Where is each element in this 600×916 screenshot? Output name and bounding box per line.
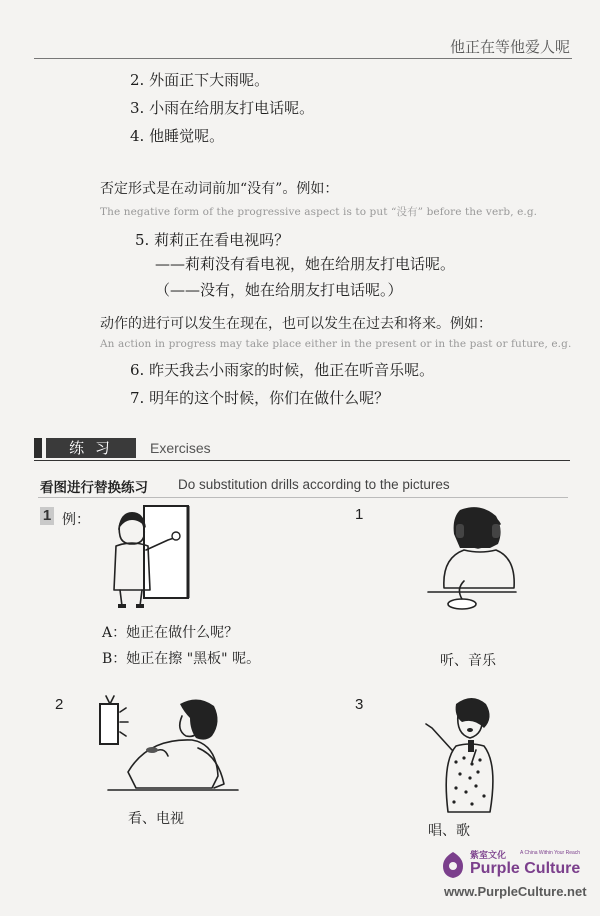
item-2-number: 2	[55, 696, 64, 713]
section-rule	[34, 460, 570, 461]
drill-title-en: Do substitution drills according to the pictures	[178, 477, 450, 492]
example-5-answer-1: ——莉莉没有看电视，她在给朋友打电话呢。	[155, 255, 456, 273]
woman-watching-tv-illustration	[98, 692, 248, 796]
woman-singing-illustration	[418, 692, 508, 816]
section-title-en: Exercises	[150, 440, 211, 456]
exercise-number-badge: 1	[40, 507, 54, 525]
item-1-number: 1	[355, 506, 364, 523]
dialogue-b: B：她正在擦 "黑板" 呢。	[102, 651, 261, 667]
drill-title-cn: 看图进行替换练习	[40, 480, 148, 496]
note-negative-cn: 否定形式是在动词前加“没有”。例如：	[100, 181, 339, 197]
example-label: 例：	[62, 512, 90, 528]
dialogue-a: A：她正在做什么呢？	[102, 625, 239, 641]
example-3: 3. 小雨在给朋友打电话呢。	[130, 99, 315, 117]
example-2: 2. 外面正下大雨呢。	[130, 71, 270, 89]
item-1-caption: 听、音乐	[440, 653, 496, 669]
drill-rule	[38, 497, 568, 498]
section-title-cn: 练 习	[46, 438, 136, 458]
item-2-caption: 看、电视	[128, 811, 184, 827]
example-6: 6. 昨天我去小雨家的时候，他正在听音乐呢。	[130, 361, 435, 379]
woman-at-blackboard-illustration	[100, 500, 210, 612]
section-marker	[34, 438, 42, 458]
running-header: 他正在等他爱人呢	[449, 38, 570, 56]
example-4: 4. 他睡觉呢。	[130, 127, 225, 145]
brand-cn: 紫室文化	[470, 851, 507, 861]
brand-en: Purple Culture	[470, 860, 581, 877]
purple-culture-logo-icon	[440, 850, 466, 880]
brand-tagline: A China Within Your Reach	[520, 850, 581, 856]
example-7: 7. 明年的这个时候，你们在做什么呢？	[130, 389, 390, 407]
item-3-caption: 唱、歌	[428, 823, 470, 839]
note-tense-en: An action in progress may take place either in the present or in the past or future, e.g.	[100, 338, 572, 350]
note-tense-cn: 动作的进行可以发生在现在，也可以发生在过去和将来。例如：	[100, 316, 492, 332]
woman-listening-music-illustration	[420, 500, 520, 616]
example-5-answer-2: （——没有，她在给朋友打电话呢。）	[155, 281, 403, 299]
note-negative-en: The negative form of the progressive aspect is to put “没有” before the verb, e.g.	[100, 206, 538, 218]
section-header-exercises	[34, 435, 570, 461]
purple-culture-watermark	[440, 848, 590, 908]
item-3-number: 3	[355, 696, 364, 713]
header-rule	[34, 58, 572, 59]
example-5-question: 5. 莉莉正在看电视吗？	[135, 231, 290, 249]
brand-url: www.PurpleCulture.net	[444, 884, 587, 899]
